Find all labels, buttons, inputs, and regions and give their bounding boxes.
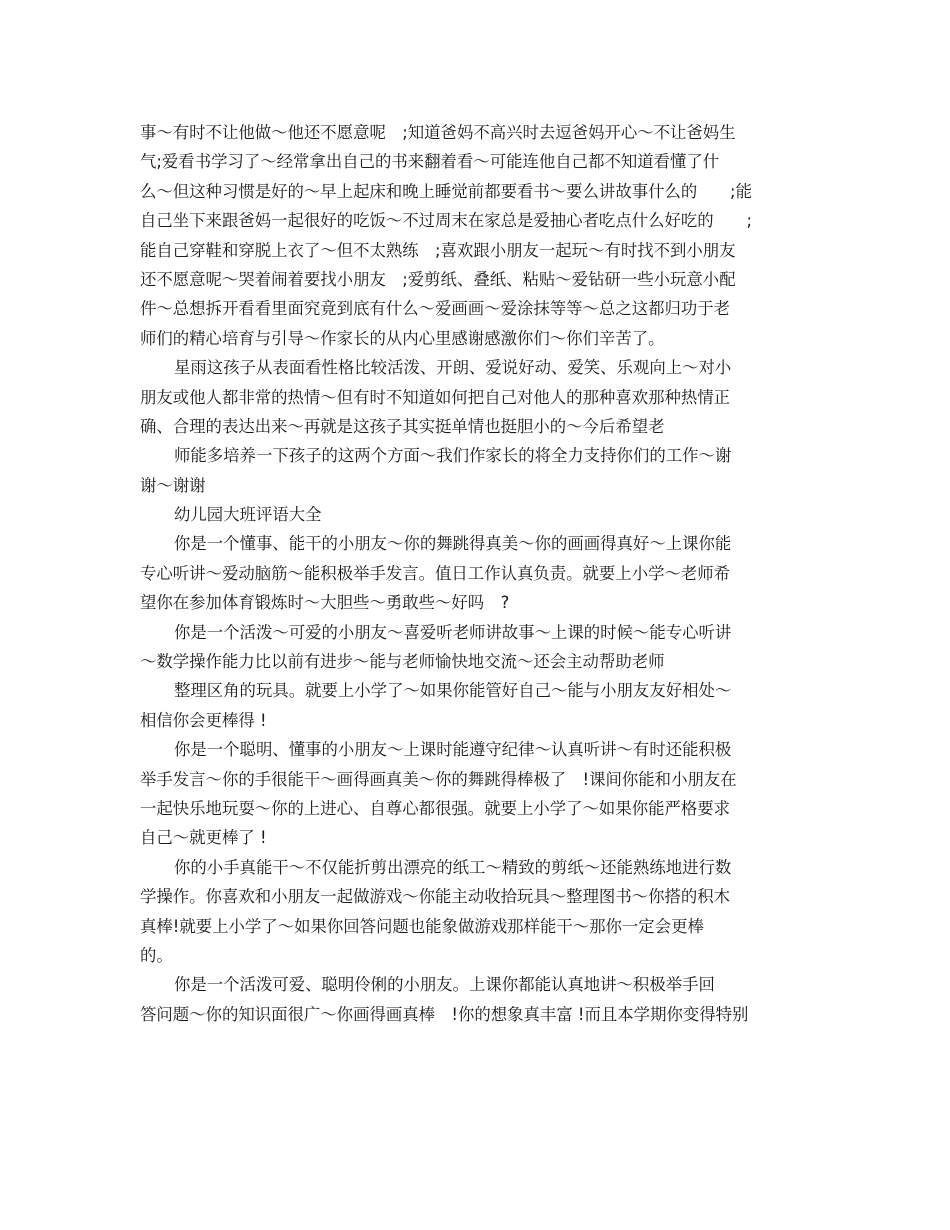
text-line: 举手发言～你的手很能干～画得画真美～你的舞跳得棒极了 !课间你能和小朋友在	[140, 769, 737, 789]
text-line: 答问题～你的知识面很广～你画得画真棒 !你的想象真丰富 !而且本学期你变得特别	[140, 1004, 749, 1024]
text-line: 相信你会更棒得 !	[140, 710, 267, 730]
paragraph-start-line: 你的小手真能干～不仅能折剪出漂亮的纸工～精致的剪纸～还能熟练地进行数	[174, 857, 732, 877]
paragraph-start-line: 你是一个活泼～可爱的小朋友～喜爱听老师讲故事～上课的时候～能专心听讲	[174, 622, 732, 642]
text-line: 一起快乐地玩耍～你的上进心、自尊心都很强。就要上小学了～如果你能严格要求	[140, 798, 731, 818]
text-line: 朋友或他人都非常的热情～但有时不知道如何把自己对他人的那种喜欢那种热情正	[140, 387, 731, 407]
paragraph-start-line: 你是一个聪明、懂事的小朋友～上课时能遵守纪律～认真听讲～有时还能积极	[174, 740, 732, 760]
text-line: 么～但这种习惯是好的～早上起床和晚上睡觉前都要看书～要么讲故事什么的 ;能	[140, 181, 752, 201]
text-line: 望你在参加体育锻炼时～大胆些～勇敢些～好吗 ?	[140, 593, 510, 613]
text-line: 件～总想拆开看看里面究竟到底有什么～爱画画～爱涂抹等等～总之这都归功于老	[140, 299, 731, 319]
text-line: ～数学操作能力比以前有进步～能与老师愉快地交流～还会主动帮助老师	[140, 652, 665, 672]
text-line: 真棒!就要上小学了～如果你回答问题也能象做游戏那样能干～那你一定会更棒	[140, 916, 704, 936]
text-line: 确、合理的表达出来～再就是这孩子其实挺单情也挺胆小的～今后希望老	[140, 416, 665, 436]
document-body	[140, 118, 820, 1029]
paragraph-start-line: 师能多培养一下孩子的这两个方面～我们作家长的将全力支持你们的工作～谢	[174, 446, 732, 466]
text-line: 学操作。你喜欢和小朋友一起做游戏～你能主动收拾玩具～整理图书～你搭的积木	[140, 887, 731, 907]
text-line: 还不愿意呢～哭着闹着要找小朋友 ;爱剪纸、叠纸、粘贴～爱钻研一些小玩意小配	[140, 269, 736, 289]
text-line: 谢～谢谢	[140, 475, 206, 495]
section-heading: 幼儿园大班评语大全	[174, 505, 322, 525]
text-line: 能自己穿鞋和穿脱上衣了～但不太熟练 ;喜欢跟小朋友一起玩～有时找不到小朋友	[140, 240, 736, 260]
text-line: 师们的精心培育与引导～作家长的从内心里感谢感激你们～你们辛苦了。	[140, 328, 665, 348]
paragraph-start-line: 整理区角的玩具。就要上小学了～如果你能管好自己～能与小朋友友好相处～	[174, 681, 732, 701]
text-line: 气;爱看书学习了～经常拿出自己的书来翻着看～可能连他自己都不知道看懂了什	[140, 152, 720, 172]
text-line: 事～有时不让他做～他还不愿意呢 ;知道爸妈不高兴时去逗爸妈开心～不让爸妈生	[140, 123, 736, 142]
paragraph-start-line: 你是一个懂事、能干的小朋友～你的舞跳得真美～你的画画得真好～上课你能	[174, 534, 732, 554]
text-line: 自己坐下来跟爸妈一起很好的吃饭～不过周末在家总是爱抽心者吃点什么好吃的 ;	[140, 211, 752, 231]
text-line: 自己～就更棒了 !	[140, 828, 267, 848]
text-line: 专心听讲～爱动脑筋～能积极举手发言。值日工作认真负责。就要上小学～老师希	[140, 563, 731, 583]
text-line: 的。	[140, 945, 173, 965]
paragraph-start-line: 你是一个活泼可爱、聪明伶俐的小朋友。上课你都能认真地讲～积极举手回	[174, 975, 715, 995]
paragraph-start-line: 星雨这孩子从表面看性格比较活泼、开朗、爱说好动、爱笑、乐观向上～对小	[174, 358, 732, 378]
